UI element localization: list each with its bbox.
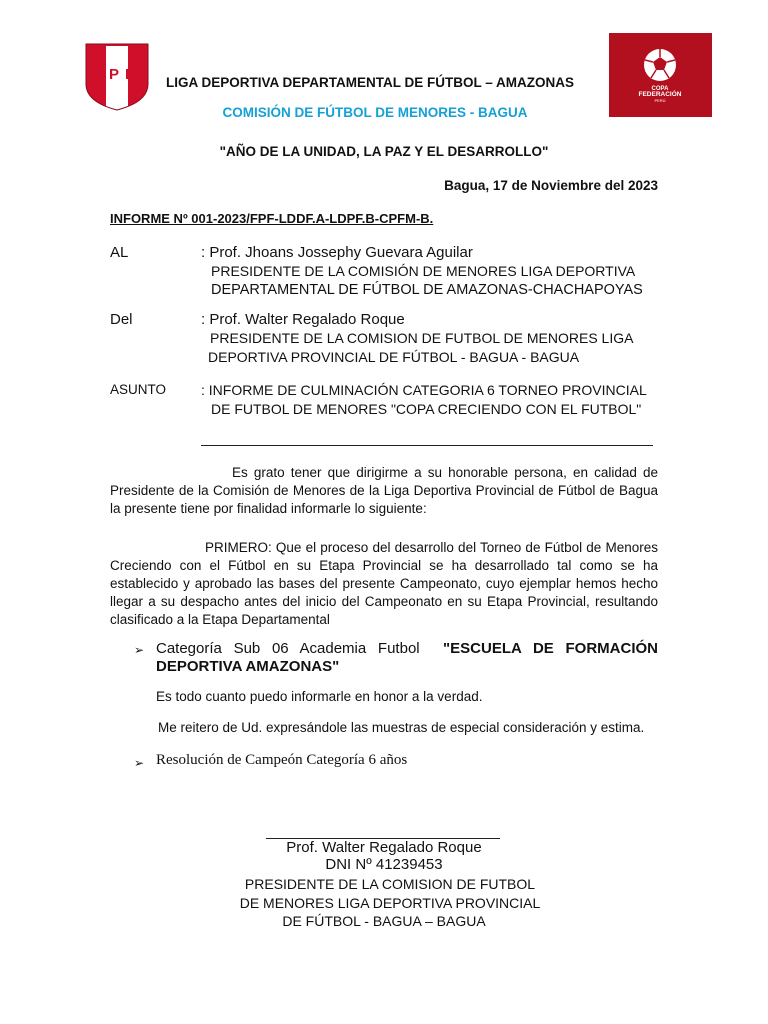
to-label: AL — [110, 244, 129, 261]
signature-position-line1: PRESIDENTE DE LA COMISION DE FUTBOL — [244, 876, 536, 892]
year-motto: "AÑO DE LA UNIDAD, LA PAZ Y EL DESARROLLO" — [219, 144, 549, 159]
category-school: "ESCUELA DE FORMACIÓN DEPORTIVA AMAZONAS" — [156, 640, 658, 675]
primero-first-line: PRIMERO: Que el proceso del desarrollo del Torneo de Fútbol de Menores — [205, 540, 658, 555]
intro-first-line: Es grato tener que dirigirme a su honorable persona, en calidad de — [232, 465, 658, 480]
from-position-line2: DEPORTIVA PROVINCIAL DE FÚTBOL - BAGUA - BAGUA — [208, 349, 580, 365]
report-number: INFORME Nº 001-2023/FPF-LDDF.A-LDPF.B-CPFM-B. — [110, 211, 434, 226]
category-text: Categoría Sub 06 Academia Futbol — [156, 640, 420, 657]
intro-rest: Presidente de la Comisión de Menores de la Liga Deportiva Provincial de Fútbol de Bagua la presente tiene por finalidad informarle lo siguiente: — [110, 483, 658, 516]
signature-name: Prof. Walter Regalado Roque — [286, 839, 482, 856]
primero-paragraph — [110, 539, 658, 629]
fpf-shield-logo — [82, 42, 152, 112]
commission-subtitle: COMISIÓN DE FÚTBOL DE MENORES - BAGUA — [222, 105, 528, 120]
closing-honor: Es todo cuanto puedo informarle en honor a la verdad. — [156, 689, 483, 704]
subject-line2: DE FUTBOL DE MENORES "COPA CRECIENDO CON EL FUTBOL" — [211, 401, 642, 417]
signature-position-line2: DE MENORES LIGA DEPORTIVA PROVINCIAL — [239, 895, 541, 911]
from-name: : Prof. Walter Regalado Roque — [201, 311, 405, 328]
from-position-line1: PRESIDENTE DE LA COMISION DE FUTBOL DE MENORES LIGA — [210, 330, 634, 346]
signature-position-line3: DE FÚTBOL - BAGUA – BAGUA — [282, 913, 486, 929]
copa-text: COPA — [651, 86, 669, 92]
to-name: : Prof. Jhoans Jossephy Guevara Aguilar — [201, 244, 473, 261]
primero-rest: Creciendo con el Fútbol en su Etapa Provincial se ha desarrollado tal como se ha establecido y aprobado las bases del presente Campeonato, cuyo ejemplar hemos hecho llegar a su despacho antes del inicio del Campeonato en su Etapa Provincial, resultando clasificado a la Etapa Departamental — [110, 558, 658, 627]
document-date: Bagua, 17 de Noviembre del 2023 — [444, 178, 658, 193]
separator-line — [201, 445, 653, 446]
to-position-line2: DEPARTAMENTAL DE FÚTBOL DE AMAZONAS-CHACHAPOYAS — [211, 282, 643, 298]
federacion-text: FEDERACIÓN — [638, 91, 682, 98]
bullet-arrow-icon: ➢ — [134, 643, 145, 657]
signature-dni: DNI Nº 41239453 — [325, 856, 443, 873]
peru-text: PERÚ — [654, 98, 666, 103]
closing-regards: Me reitero de Ud. expresándole las muestras de especial consideración y estima. — [158, 720, 645, 735]
intro-paragraph — [110, 464, 658, 518]
resolution-item: Resolución de Campeón Categoría 6 años — [156, 752, 408, 768]
bullet-arrow-icon: ➢ — [134, 756, 145, 770]
subject-label: ASUNTO — [110, 382, 167, 397]
fpf-logo-text: FPF — [93, 66, 141, 83]
category-item — [156, 640, 658, 676]
to-position-line1: PRESIDENTE DE LA COMISIÓN DE MENORES LIGA DEPORTIVA — [211, 263, 636, 279]
from-label: Del — [110, 311, 133, 328]
subject-line1: : INFORME DE CULMINACIÓN CATEGORIA 6 TORNEO PROVINCIAL — [201, 382, 647, 398]
league-title: LIGA DEPORTIVA DEPARTAMENTAL DE FÚTBOL – AMAZONAS — [166, 75, 574, 90]
